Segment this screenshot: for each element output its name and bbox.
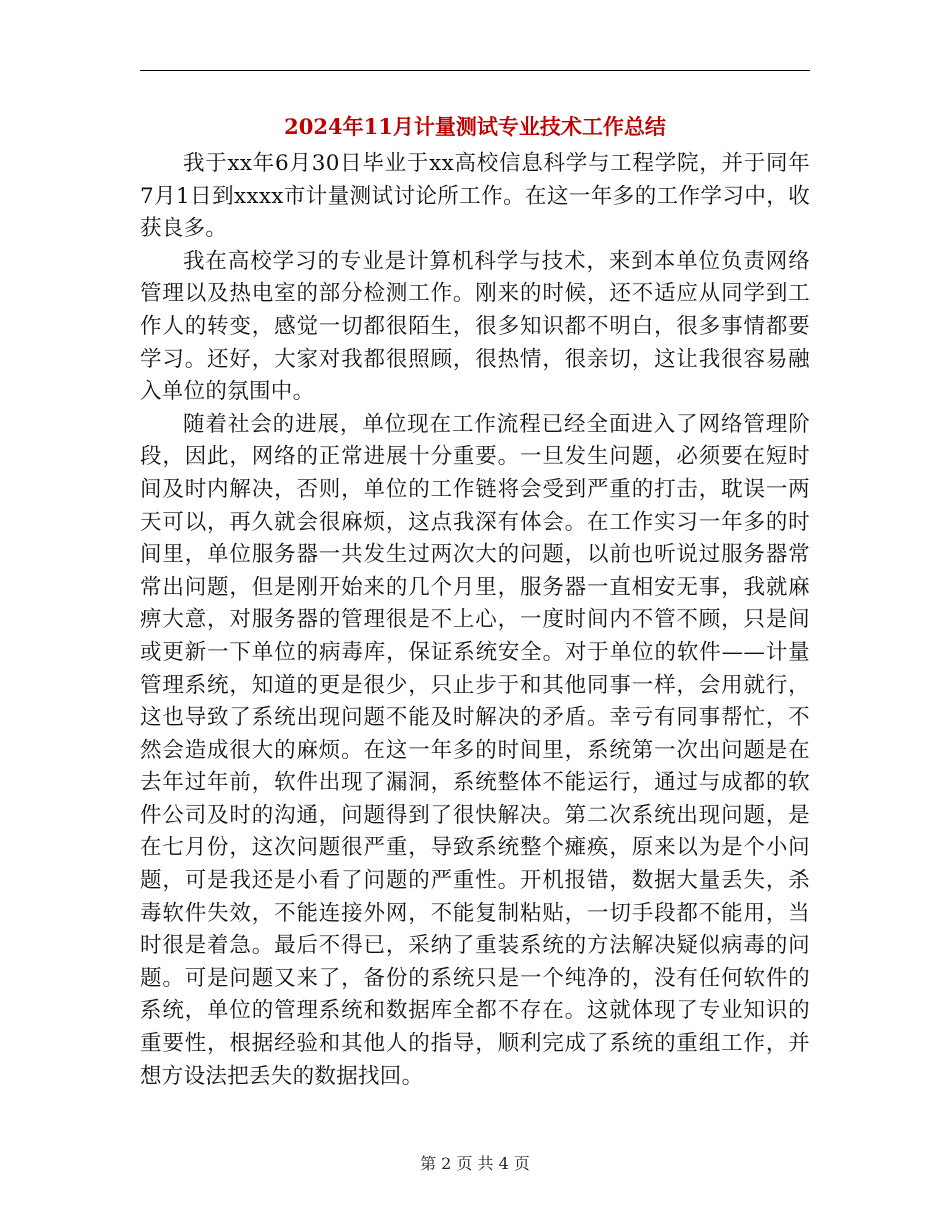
- paragraph-1: 我于xx年6月30日毕业于xx高校信息科学与工程学院，并于同年7月1日到xxxx市计量测试讨论所工作。在这一年多的工作学习中，收获良多。: [140, 151, 810, 242]
- page-number: 第 2 页 共 4 页: [420, 1154, 530, 1173]
- paragraph-3: 随着社会的进展，单位现在工作流程已经全面进入了网络管理阶段，因此，网络的正常进展十分重要。一旦发生问题，必须要在短时间及时内解决，否则，单位的工作链将会受到严重的打击，耽误一两天可以，再久就会很麻烦，这点我深有体会。在工作实习一年多的时间里，单位服务器一共发生过两次大的问题，以前也听说过服务器常常出问题，但是刚开始来的几个月里，服务器一直相安无事，我就麻痹大意，对服务器的管理很是不上心，一度时间内不管不顾，只是间或更新一下单位的病毒库，保证系统安全。对于单位的软件——计量管理系统，知道的更是很少，只止步于和其他同事一样，会用就行，这也导致了系统出现问题不能及时解决的矛盾。幸亏有同事帮忙，不然会造成很大的麻烦。在这一年多的时间里，系统第一次出问题是在去年过年前，软件出现了漏洞，系统整体不能运行，通过与成都的软件公司及时的沟通，问题得到了很快解决。第二次系统出现问题，是在七月份，这次问题很严重，导致系统整个瘫痪，原来以为是个小问题，可是我还是小看了问题的严重性。开机报错，数据大量丢失，杀毒软件失效，不能连接外网，不能复制粘贴，一切手段都不能用，当时很是着急。最后不得已，采纳了重装系统的方法解决疑似病毒的问题。可是问题又来了，备份的系统只是一个纯净的，没有任何软件的系统，单位的管理系统和数据库全都不存在。这就体现了专业知识的重要性，根据经验和其他人的指导，顺利完成了系统的重组工作，并想方设法把丢失的数据找回。: [140, 411, 810, 1089]
- document-body: [140, 148, 810, 1093]
- paragraph-2: 我在高校学习的专业是计算机科学与技术，来到本单位负责网络管理以及热电室的部分检测工作。刚来的时候，还不适应从同学到工作人的转变，感觉一切都很陌生，很多知识都不明白，很多事情都要学习。还好，大家对我都很照顾，很热情，很亲切，这让我很容易融入单位的氛围中。: [140, 248, 810, 405]
- header-rule: [140, 70, 810, 71]
- page-title: 2024年11月计量测试专业技术工作总结: [284, 114, 666, 139]
